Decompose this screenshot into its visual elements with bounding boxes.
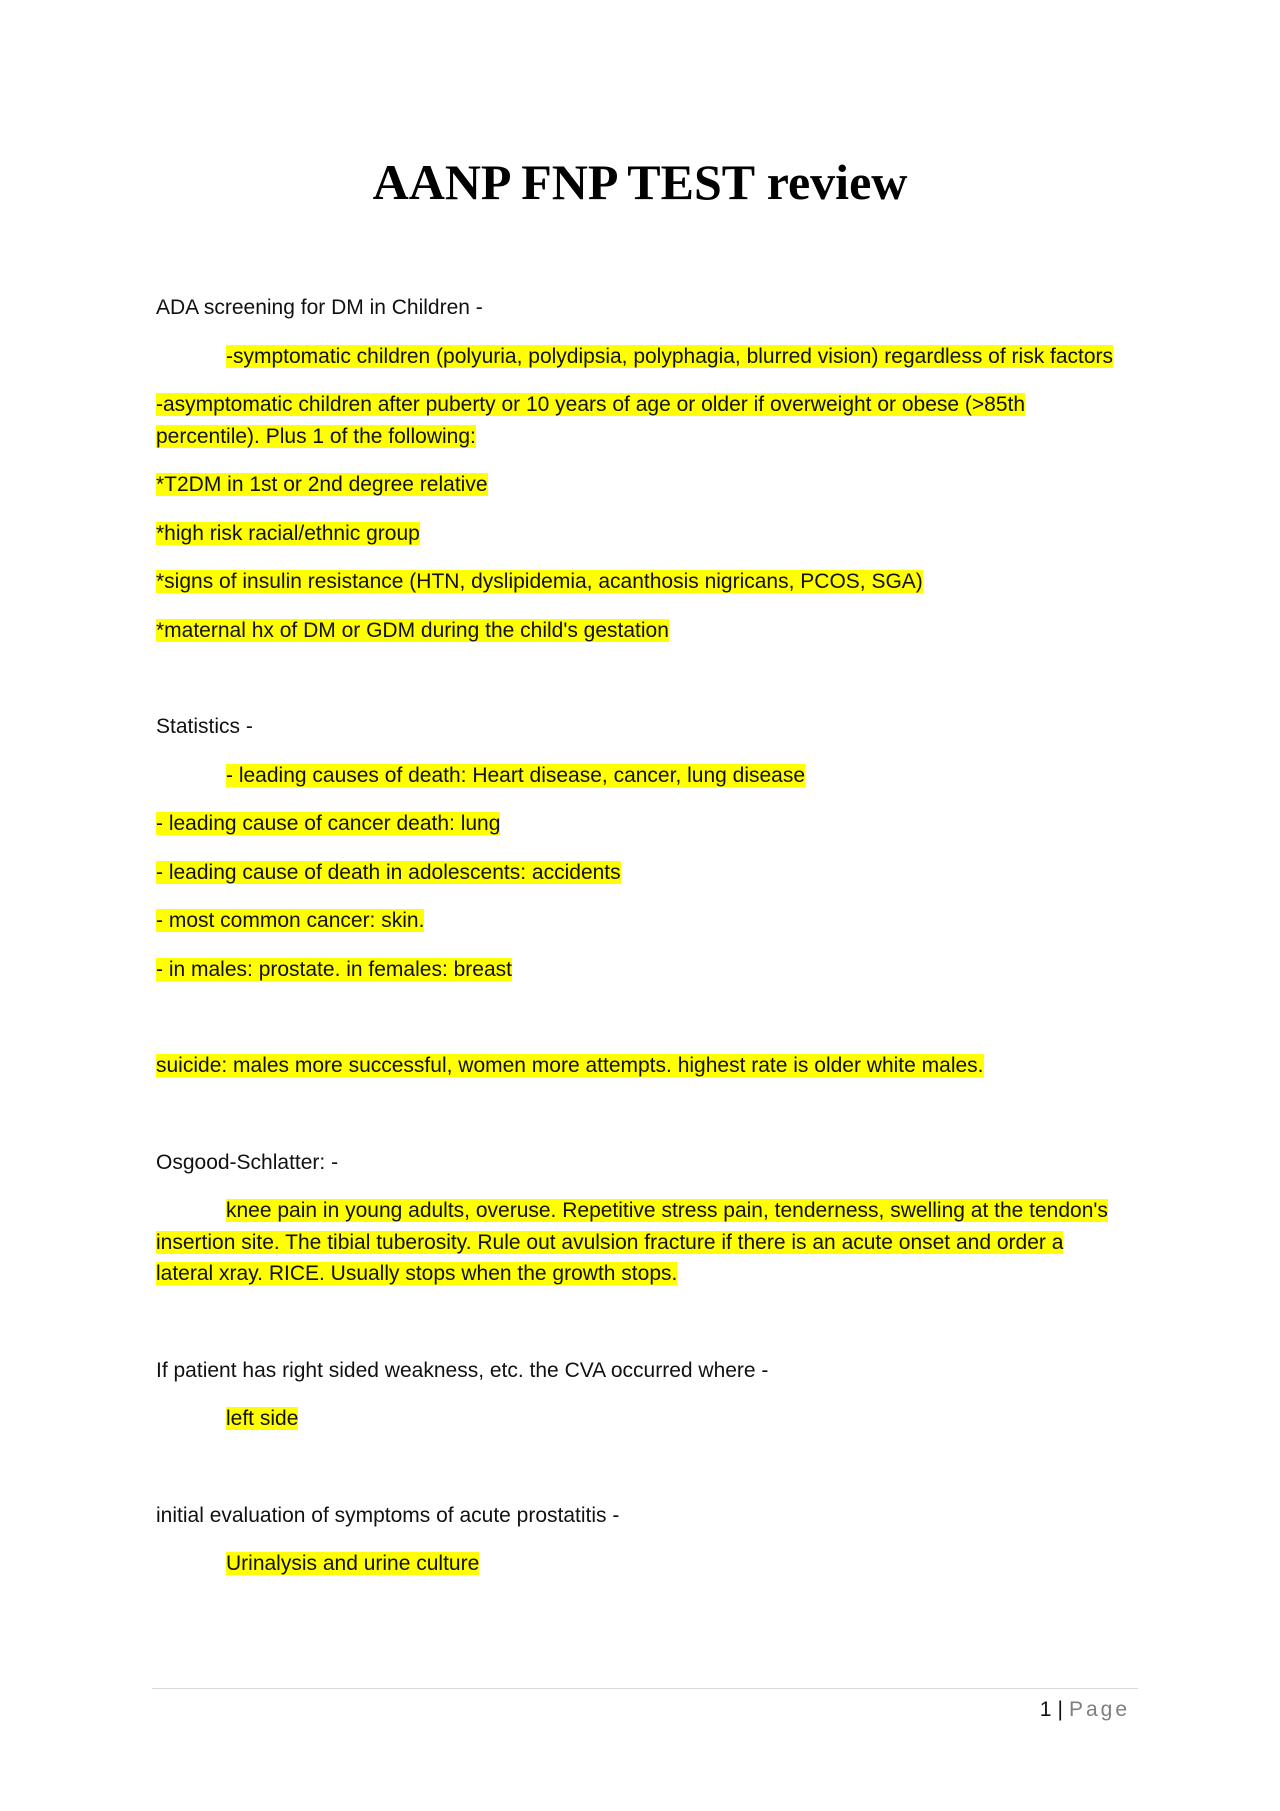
highlighted-text: *maternal hx of DM or GDM during the child's gestation [156,618,669,642]
statistics-item [156,760,1124,792]
highlighted-text: *T2DM in 1st or 2nd degree relative [156,473,488,496]
highlighted-text: - leading cause of cancer death: lung [156,812,501,835]
document-title: AANP FNP TEST review [372,154,908,210]
highlighted-text: *high risk racial/ethnic group [156,521,420,545]
highlighted-text: left side [226,1407,299,1430]
statistics-item [156,954,1124,986]
highlighted-text: *signs of insulin resistance (HTN, dyslipidemia, acanthosis nigricans, PCOS, SGA) [156,570,923,593]
ada-heading: ADA screening for DM in Children - [156,296,483,319]
highlighted-text: knee pain in young adults, overuse. Repetitive stress pain, tenderness, swelling at the tendon's insertion site. The tibial tuberosity. Rule out avulsion fracture if there is an acute onset and order a lateral xray. RICE. Usually stops when the growth stops. [156,1199,1108,1285]
highlighted-text: - leading causes of death: Heart disease, cancer, lung disease [226,763,806,787]
statistics-heading: Statistics - [156,715,253,738]
page-separator: | [1057,1698,1063,1721]
highlighted-text: Urinalysis and urine culture [226,1552,480,1575]
statistics-item [156,905,1124,937]
ada-item [156,566,1124,598]
suicide-note [156,1050,1124,1082]
ada-item [156,341,1124,373]
ada-item [156,389,1124,452]
osgood-body [156,1195,1124,1290]
document-body [156,292,1124,1597]
page-footer [1040,1695,1130,1725]
statistics-item [156,808,1124,840]
cva-heading: If patient has right sided weakness, etc. the CVA occurred where - [156,1358,769,1382]
highlighted-text: -symptomatic children (polyuria, polydipsia, polyphagia, blurred vision) regardless of risk factors [226,344,1114,368]
osgood-heading: Osgood-Schlatter: - [156,1150,339,1174]
highlighted-text: -asymptomatic children after puberty or 10 years of age or older if overweight or obese (>85th percentile). Plus 1 of the following: [156,393,1026,448]
highlighted-text: - most common cancer: skin. [156,909,425,932]
footer-divider [152,1688,1138,1689]
prostatitis-answer [156,1548,1124,1580]
highlighted-text: - leading cause of death in adolescents: accidents [156,860,621,884]
highlighted-text: suicide: males more successful, women more attempts. highest rate is older white males. [156,1054,984,1077]
prostatitis-heading: initial evaluation of symptoms of acute prostatitis - [156,1503,620,1527]
page-label: Page [1068,1698,1130,1721]
ada-item [156,518,1124,550]
cva-answer [156,1403,1124,1435]
ada-item [156,615,1124,647]
ada-item [156,469,1124,501]
highlighted-text: - in males: prostate. in females: breast [156,957,512,981]
page-number: 1 [1039,1698,1052,1721]
statistics-item [156,857,1124,889]
